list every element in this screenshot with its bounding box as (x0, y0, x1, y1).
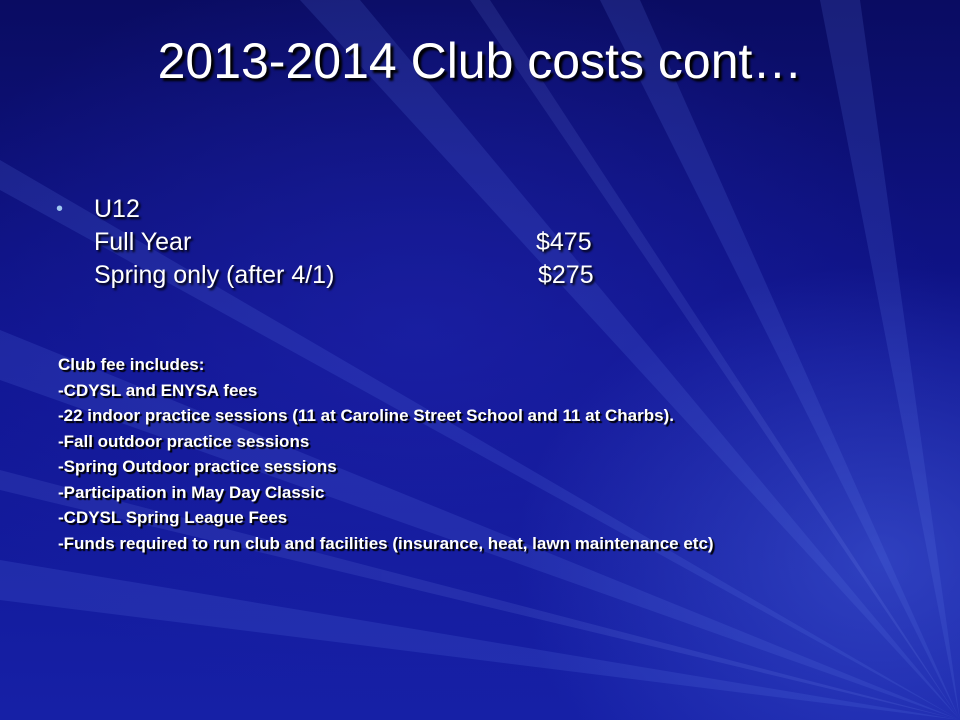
fee-includes-item: -CDYSL Spring League Fees (58, 508, 288, 527)
bullet-heading: U12 (94, 195, 140, 223)
fee-includes-item: -22 indoor practice sessions (11 at Caroline Street School and 11 at Charbs). (58, 406, 674, 425)
fee-row-label: Full Year (94, 228, 192, 256)
fee-row-price: $275 (538, 261, 594, 289)
fee-row-label: Spring only (after 4/1) (94, 261, 335, 289)
slide-title: 2013-2014 Club costs cont… (157, 33, 803, 89)
fee-row-price: $475 (536, 228, 592, 256)
fee-includes-item: -Spring Outdoor practice sessions (58, 457, 337, 476)
fee-includes-item: -CDYSL and ENYSA fees (58, 380, 258, 400)
fee-includes-item: -Participation in May Day Classic (58, 482, 325, 502)
fee-includes-list (58, 352, 938, 556)
fee-includes-item: -Funds required to run club and facilities (insurance, heat, lawn maintenance etc) (58, 533, 714, 553)
fee-includes-item: -Fall outdoor practice sessions (58, 431, 310, 451)
fee-includes-heading: Club fee includes: (58, 355, 205, 374)
bullet-icon: • (56, 198, 64, 220)
